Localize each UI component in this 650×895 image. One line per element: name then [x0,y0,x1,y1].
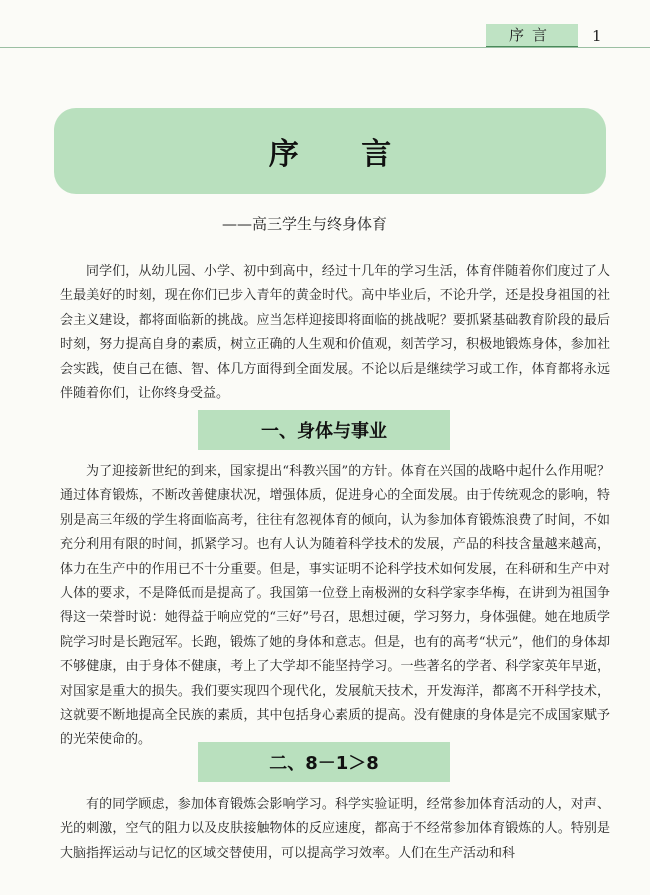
title-banner [54,108,606,194]
page-title: 序 言 [268,137,418,172]
page-number: 1 [592,27,602,45]
intro-paragraph: 同学们，从幼儿园、小学、初中到高中，经过十几年的学习生活，体育伴随着你们度过了人生最美好的时刻，现在你们已步入青年的黄金时代。高中毕业后，不论升学，还是投身祖国的社会主义建设，都将面临新的挑战。应当怎样迎接即将面临的挑战呢？要抓紧基础教育阶段的最后时刻，努力提高自身的素质，树立正确的人生观和价值观，刻苦学习，积极地锻炼身体，参加社会实践，使自己在德、智、体几方面得到全面发展。不论以后是继续学习或工作，体育都将永远伴随着你们，让你终身受益。 [60,264,610,402]
running-head-title: 序言 [486,24,578,48]
section-1-banner [198,410,450,450]
page-subtitle: ——高三学生与终身体育 [222,215,388,233]
header-rule [0,47,650,48]
section-1-heading: 一、身体与事业 [261,421,387,442]
section-1-paragraph: 为了迎接新世纪的到来，国家提出“科教兴国”的方针。体育在兴国的战略中起什么作用呢？通过体育锻炼，不断改善健康状况，增强体质，促进身心的全面发展。由于传统观念的影响，特别是高三年级的学生将面临高考，往往有忽视体育的倾向，认为参加体育锻炼浪费了时间，不如充分利用有限的时间，抓紧学习。也有人认为随着科学技术的发展，产品的科技含量越来越高，体力在生产中的作用已不十分重要。但是，事实证明不论科学技术如何发展，在科研和生产中对人体的要求，不是降低而是提高了。我国第一位登上南极洲的女科学家李华梅，在讲到为祖国争得这一荣誉时说：她得益于响应党的“三好”号召，思想过硬，学习努力，身体强健。她在地质学院学习时是长跑冠军。长跑，锻炼了她的身体和意志。但是，也有的高考“状元”，他们的身体却不够健康，由于身体不健康，考上了大学却不能坚持学习。一些著名的学者、科学家英年早逝，对国家是重大的损失。我们要实现四个现代化，发展航天技术，开发海洋，都离不开科学技术，这就要不断地提高全民族的素质，其中包括身心素质的提高。没有健康的身体是完不成国家赋予的光荣使命的。 [60,464,610,748]
section-2-paragraph: 有的同学顾虑，参加体育锻炼会影响学习。科学实验证明，经常参加体育活动的人，对声、光的刺激，空气的阻力以及皮肤接触物体的反应速度，都高于不经常参加体育锻炼的人。特别是大脑指挥运动与记忆的区域交替使用，可以提高学习效率。人们在生产活动和科 [60,797,610,861]
section-2-banner [198,742,450,782]
section-2-heading: 二、8－1＞8 [269,753,379,774]
